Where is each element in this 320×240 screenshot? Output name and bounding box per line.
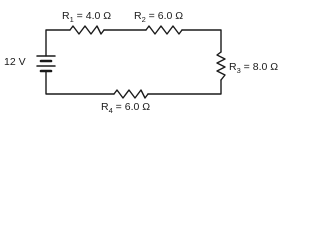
top-left-wire <box>46 30 70 56</box>
resistor-r3-label <box>229 61 278 75</box>
resistor-r1-icon <box>70 26 104 34</box>
r1-value: = 4.0 Ω <box>73 10 112 22</box>
battery-icon <box>37 56 55 71</box>
circuit-diagram <box>0 0 295 118</box>
resistor-r3-icon <box>217 52 225 80</box>
r1-subscript: 1 <box>69 15 74 24</box>
r1-letter: R <box>62 10 70 22</box>
bottom-right-wire <box>148 80 221 94</box>
bottom-left-wire <box>46 72 114 94</box>
resistor-r4-icon <box>114 90 148 98</box>
r3-subscript: 3 <box>236 66 241 75</box>
resistor-r2-label <box>134 10 183 24</box>
r2-value: = 6.0 Ω <box>145 10 184 22</box>
resistor-r2-icon <box>146 26 182 34</box>
r4-value: = 6.0 Ω <box>112 101 151 113</box>
r3-letter: R <box>229 61 237 73</box>
r3-value: = 8.0 Ω <box>240 61 279 73</box>
r2-subscript: 2 <box>141 15 146 24</box>
r2-letter: R <box>134 10 142 22</box>
battery-label: 12 V <box>4 56 26 68</box>
top-right-wire <box>182 30 221 52</box>
r4-letter: R <box>101 101 109 113</box>
resistor-r1-label <box>62 10 111 24</box>
resistor-r4-label <box>101 101 150 115</box>
r4-subscript: 4 <box>108 106 113 115</box>
